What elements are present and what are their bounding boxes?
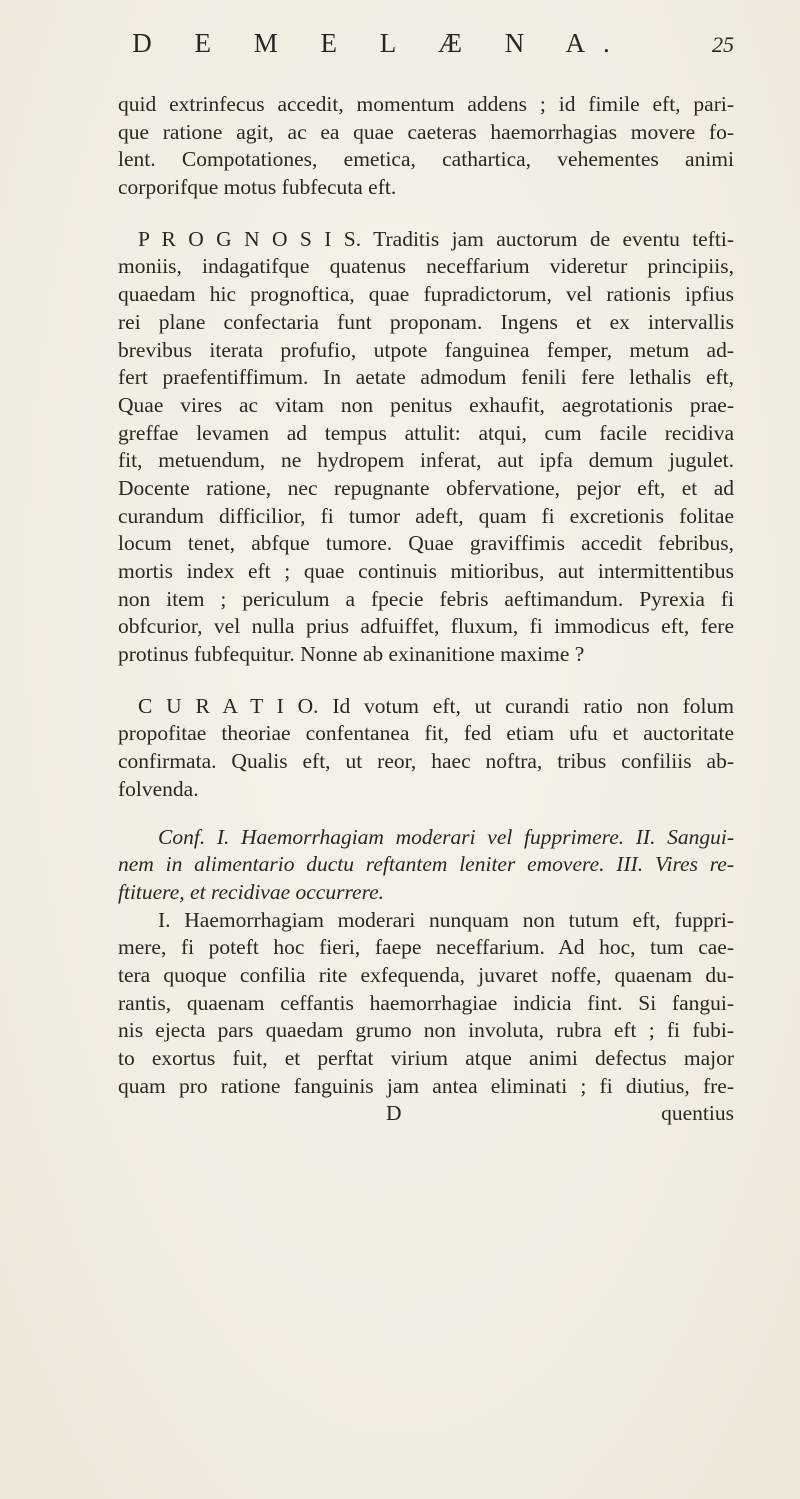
text-line: non item ; periculum a fpecie febris aeftimandum. Pyrexia fi [118,586,734,611]
paragraph-consilia [118,824,734,907]
paragraph-1 [118,91,734,202]
text-line: folvenda. [118,776,199,801]
text-line: brevibus iterata profufio, utpote fanguinea femper, metum ad- [118,337,734,362]
text-line: mortis index eft ; quae continuis mitioribus, aut intermittentibus [118,559,734,583]
text-line: tera quoque confilia rite exfequenda, juvaret noffe, quaenam du- [118,962,734,987]
text-line: nis ejecta pars quaedam grumo non involuta, rubra eft ; fi fubi- [118,1018,734,1043]
text-line: corporifque motus fubfecuta eft. [118,175,397,200]
text-line: lent. Compotationes, emetica, cathartica, vehementes animi [118,147,734,172]
section-heading-line: P R O G N O S I S. Traditis jam auctorum de eventu tefti- [138,226,734,251]
paragraph-prognosis [118,226,734,669]
text-line: curandum difficilior, fi tumor adeft, quam fi excretionis folitae [118,503,734,528]
paragraph-5 [118,907,734,1101]
text-line: mere, fi poteft hoc fieri, faepe neceffarium. Ad hoc, tum cae- [118,935,734,960]
text-line: Docente ratione, nec repugnante obfervatione, pejor eft, et ad [118,475,734,500]
signature-mark: D [386,1101,402,1126]
text-line: que ratione agit, ac ea quae caeteras haemorrhagias movere fo- [118,119,734,144]
paragraph-curatio [118,693,734,804]
text-line: confirmata. Qualis eft, ut reor, haec noftra, tribus confiliis ab- [118,749,734,774]
text-line: nem in alimentario ductu reftantem leniter emovere. III. Vires re- [118,852,734,877]
catchword: quentius [661,1101,734,1126]
text-line: I. Haemorrhagiam moderari nunquam non tutum eft, fuppri- [158,907,734,932]
text-line: greffae levamen ad tempus attulit: atqui, cum facile recidiva [118,420,734,445]
text-line: protinus fubfequitur. Nonne ab exinanitione maxime ? [118,642,585,667]
text-line: fit, metuendum, ne hydropem inferat, aut ipfa demum jugulet. [118,448,734,473]
text-line: quid extrinfecus accedit, momentum addens ; id fimile eft, pari- [118,92,734,116]
text-line: fert praefentiffimum. In aetate admodum fenili fere lethalis eft, [118,365,734,390]
page-footer [118,1100,734,1128]
text-line: ftituere, et recidivae occurrere. [118,879,385,904]
text-line: quaedam hic prognoftica, quae fupradictorum, vel rationis ipfius [118,282,734,307]
text-line: quam pro ratione fanguinis jam antea eliminati ; fi diutius, fre- [118,1073,734,1098]
text-line: rantis, quaenam ceffantis haemorrhagiae indicia fint. Si fangui- [118,990,734,1015]
text-line: to exortus fuit, et perftat virium atque animi defectus major [118,1046,734,1070]
running-head [0,28,800,68]
section-heading-line: C U R A T I O. Id votum eft, ut curandi ratio non folum [138,693,734,718]
text-line: rei plane confectaria funt proponam. Ingens et ex intervallis [118,309,734,334]
text-line: obfcurior, vel nulla prius adfuiffet, fluxum, fi immodicus eft, fere [118,614,734,639]
body-text [118,91,734,1128]
text-line: moniis, indagatifque quatenus neceffarium videretur principiis, [118,254,734,279]
text-line: locum tenet, abfque tumore. Quae graviffimis accedit febribus, [118,531,734,556]
text-line: propofitae theoriae confentanea fit, fed etiam ufu et auctoritate [118,721,734,746]
text-line: Quae vires ac vitam non penitus exhaufit, aegrotationis prae- [118,392,734,417]
text-line: Conf. I. Haemorrhagiam moderari vel fupprimere. II. Sangui- [158,824,734,849]
page-number: 25 [712,32,734,57]
running-title: D E M E L Æ N A. [132,28,628,58]
